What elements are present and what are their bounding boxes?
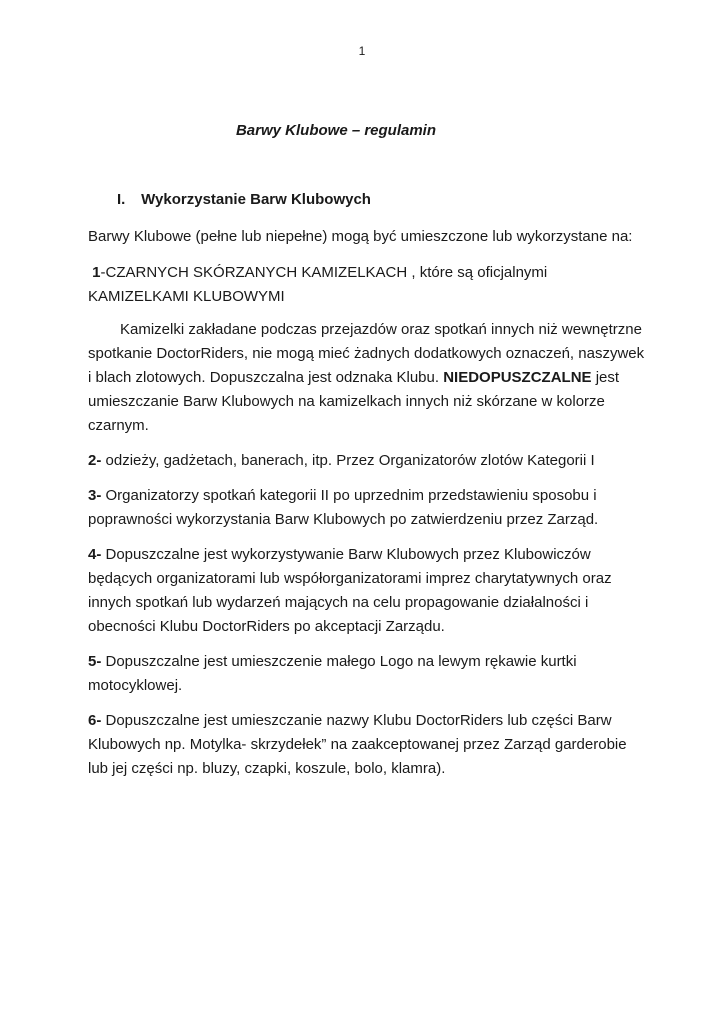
section-heading [117, 191, 371, 208]
list-item-2-text: odzieży, gadżetach, banerach, itp. Przez Organizatorów zlotów Kategorii I [101, 452, 595, 469]
list-item-6-number: 6- [88, 712, 102, 729]
page-number: 1 [358, 44, 366, 58]
list-item-2 [88, 449, 648, 473]
document-body [88, 225, 648, 792]
document-title: Barwy Klubowe – regulamin [235, 122, 437, 139]
list-item-5-number: 5- [88, 653, 102, 670]
list-item-1-detail-bold: NIEDOPUSZCZALNE [443, 369, 592, 386]
section-number: I. [117, 191, 126, 208]
list-item-5 [88, 650, 648, 698]
list-item-1-detail-text: Kamizelki zakładane podczas przejazdów oraz spotkań innych niż wewnętrzne spotkanie DoctorRiders, nie mogą mieć żadnych dodatkowych oznaczeń, naszywek i blach zlotowych. Dopuszczalna jest odznaka Klubu. [88, 321, 645, 386]
section-heading-text: Wykorzystanie Barw Klubowych [141, 191, 371, 208]
list-item-1 [88, 261, 648, 309]
list-item-4-text: Dopuszczalne jest wykorzystywanie Barw Klubowych przez Klubowiczów będących organizatorami lub współorganizatorami imprez charytatywnych oraz innych spotkań lub wydarzeń mających na celu propagowanie działalności i obecności Klubu DoctorRiders po akceptacji Zarządu. [88, 546, 612, 635]
intro-paragraph: Barwy Klubowe (pełne lub niepełne) mogą być umieszczone lub wykorzystane na: [88, 228, 633, 245]
list-item-2-number: 2- [88, 452, 102, 469]
list-item-3-number: 3- [88, 487, 102, 504]
list-item-4-number: 4- [88, 546, 102, 563]
list-item-1-detail-text2: jest umieszczanie Barw Klubowych na kamizelkach innych niż skórzane w kolorze czarnym. [88, 369, 620, 434]
list-item-1-text: -CZARNYCH SKÓRZANYCH KAMIZELKACH , które są oficjalnymi KAMIZELKAMI KLUBOWYMI [88, 264, 548, 305]
list-item-6 [88, 709, 648, 781]
list-item-3 [88, 484, 648, 532]
list-item-4 [88, 543, 648, 639]
list-item-1-number: 1 [92, 264, 101, 281]
list-item-3-text: Organizatorzy spotkań kategorii II po uprzednim przedstawieniu sposobu i poprawności wykorzystania Barw Klubowych po zatwierdzeniu przez Zarząd. [88, 487, 599, 528]
list-item-5-text: Dopuszczalne jest umieszczenie małego Logo na lewym rękawie kurtki motocyklowej. [88, 653, 577, 694]
list-item-1-detail [88, 318, 648, 438]
list-item-6-text: Dopuszczalne jest umieszczanie nazwy Klubu DoctorRiders lub części Barw Klubowych np. Motylka- skrzydełek” na zaakceptowanej przez Zarząd garderobie lub jej części np. bluzy, czapki, koszule, bolo, klamra). [88, 712, 627, 777]
